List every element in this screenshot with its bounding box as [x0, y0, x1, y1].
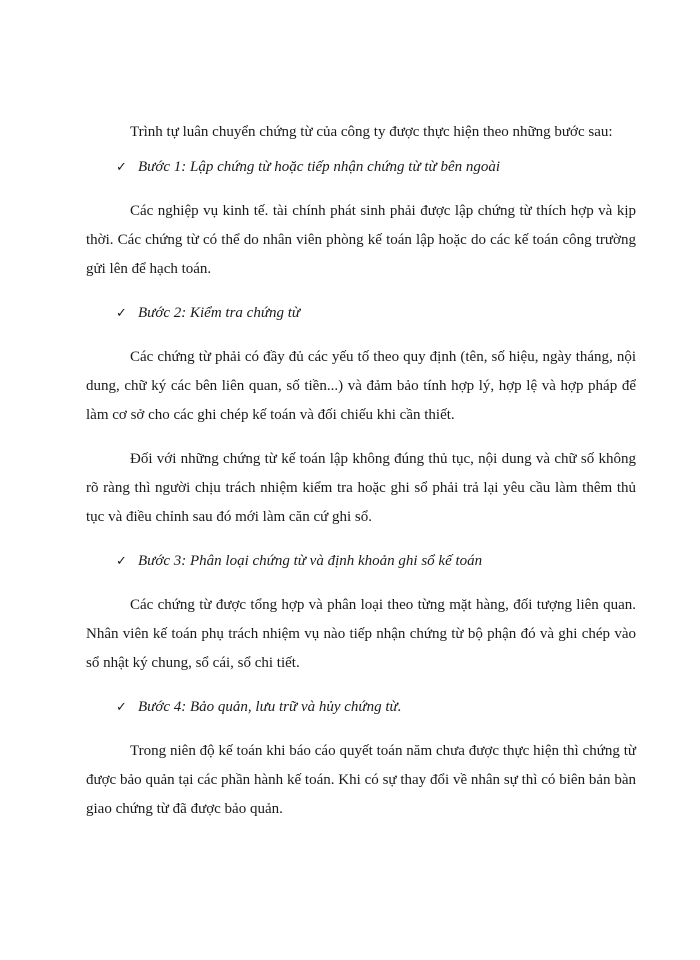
- step-4-title: Bước 4: Bảo quản, lưu trữ và hủy chứng từ.: [138, 699, 402, 715]
- checkmark-icon: ✓: [116, 306, 127, 321]
- checkmark-icon: ✓: [116, 700, 127, 715]
- step-1-heading: [86, 153, 636, 182]
- intro-paragraph: Trình tự luân chuyển chứng từ của công ty được thực hiện theo những bước sau:: [130, 124, 613, 140]
- step-3-heading: [86, 547, 636, 576]
- checkmark-icon: ✓: [116, 160, 127, 175]
- step-3-paragraph: Các chứng từ được tổng hợp và phân loại theo từng mặt hàng, đối tượng liên quan. Nhân viên kế toán phụ trách nhiệm vụ nào tiếp nhận chứng từ bộ phận đó và ghi chép vào sổ nhật ký chung, sổ cái, sổ chi tiết.: [86, 597, 636, 671]
- step-2-paragraph-2: Đối với những chứng từ kế toán lập không đúng thủ tục, nội dung và chữ số không rõ ràng thì người chịu trách nhiệm kiểm tra hoặc ghi sổ phải trả lại yêu cầu làm thêm thủ tục và điều chỉnh sau đó mới làm căn cứ ghi sổ.: [86, 451, 636, 525]
- step-1-paragraph: Các nghiệp vụ kinh tế. tài chính phát sinh phải được lập chứng từ thích hợp và kịp thời. Các chứng từ có thể do nhân viên phòng kế toán lập hoặc do các kế toán công trường gửi lên để hạch toán.: [86, 203, 636, 277]
- step-2-paragraph-1: Các chứng từ phải có đầy đủ các yếu tố theo quy định (tên, số hiệu, ngày tháng, nội dung, chữ ký các bên liên quan, số tiền...) và đảm bảo tính hợp lý, hợp lệ và hợp pháp để làm cơ sở cho các ghi chép kế toán và đối chiếu khi cần thiết.: [86, 349, 636, 423]
- document-body: [86, 118, 636, 824]
- step-1-title: Bước 1: Lập chứng từ hoặc tiếp nhận chứng từ từ bên ngoài: [138, 159, 501, 175]
- step-2-title: Bước 2: Kiểm tra chứng từ: [138, 305, 301, 321]
- checkmark-icon: ✓: [116, 554, 127, 569]
- step-4-paragraph: Trong niên độ kế toán khi báo cáo quyết toán năm chưa được thực hiện thì chứng từ được bảo quản tại các phần hành kế toán. Khi có sự thay đổi về nhân sự thì có biên bản bàn giao chứng từ đã được bảo quản.: [86, 743, 636, 817]
- step-2-heading: [86, 299, 636, 328]
- step-4-heading: [86, 693, 636, 722]
- step-3-title: Bước 3: Phân loại chứng từ và định khoản ghi sổ kế toán: [138, 553, 483, 569]
